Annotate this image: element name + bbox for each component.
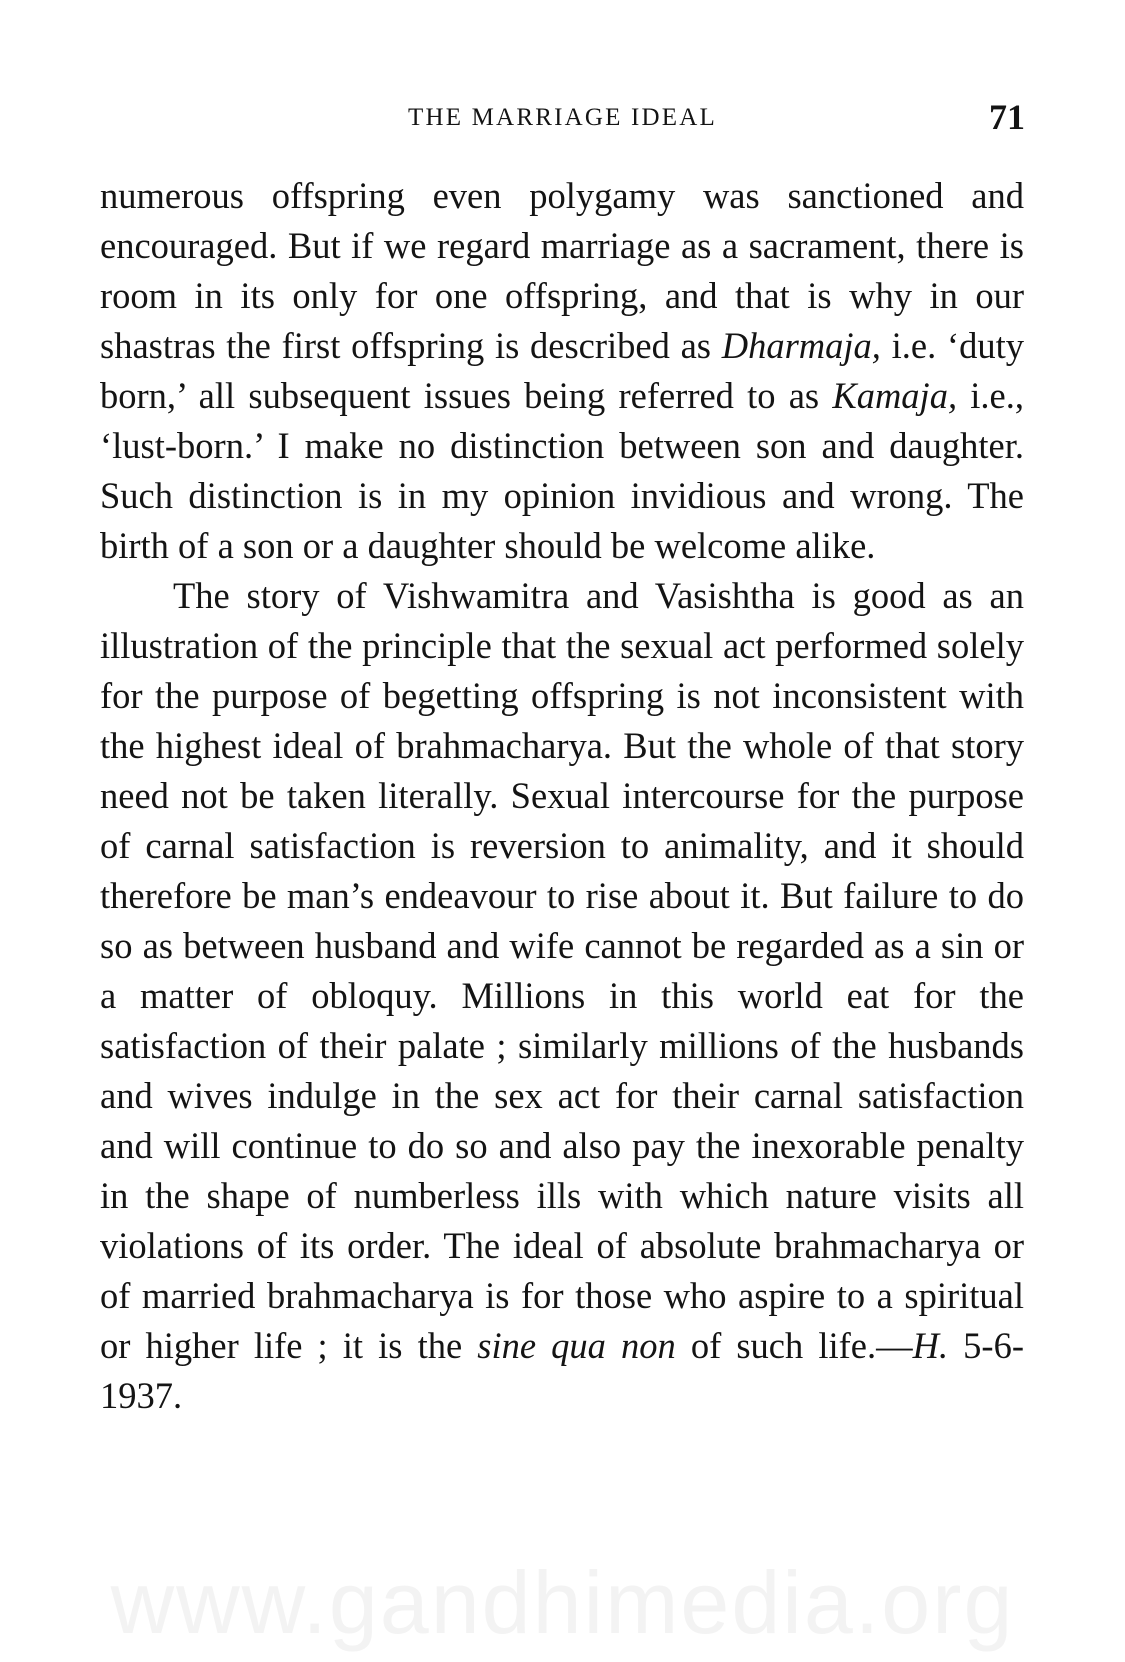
term-sine-qua-non: sine qua non xyxy=(477,1325,676,1366)
page-number: 71 xyxy=(989,97,1025,137)
paragraph-2 xyxy=(100,571,1024,1421)
citation-source: H. xyxy=(912,1325,949,1366)
paragraph-1-text-3: i.e., ‘lust-born.’ I make no distinction between son and daughter. Such distinction is in my opinion invidious and wrong. The birth of a son or a daughter should be welcome alike. xyxy=(100,375,1024,566)
term-dharmaja: Dharmaja, xyxy=(721,325,881,366)
running-header xyxy=(100,96,1025,140)
paragraph-1-text-2: i.e. ‘duty born,’ all subsequent issues being referred to as xyxy=(100,325,1024,416)
paragraph-1-text-1: numerous offspring even polygamy was sanctioned and encouraged. But if we regard marriage as a sacrament, there is room in its only for one offspring, and that is why in our shastras the first offspring is described as xyxy=(100,175,1024,366)
running-title: THE MARRIAGE IDEAL xyxy=(407,104,717,131)
body-text xyxy=(100,171,1024,1421)
paragraph-1 xyxy=(100,171,1024,571)
citation-date: 5-6-1937. xyxy=(100,1325,1024,1416)
paragraph-2-text-2: of such life.— xyxy=(675,1325,913,1366)
watermark: www.gandhimedia.org xyxy=(110,1553,1015,1652)
term-kamaja: Kamaja, xyxy=(832,375,958,416)
paragraph-2-text-1: The story of Vishwamitra and Vasishtha is good as an illustration of the principle that the sexual act performed solely for the purpose of begetting offspring is not inconsistent with the highest ideal of brahmacharya. But the whole of that story need not be taken literally. Sexual intercourse for the purpose of carnal satisfaction is reversion to animality, and it should therefore be man’s endeavour to rise about it. But failure to do so as between husband and wife cannot be regarded as a sin or a matter of obloquy. Millions in this world eat for the satisfaction of their palate ; similarly millions of the husbands and wives indulge in the sex act for their carnal satisfaction and will continue to do so and also pay the inexorable penalty in the shape of numberless ills with which nature visits all violations of its order. The ideal of absolute brahmacharya or of married brahmacharya is for those who aspire to a spiritual or higher life ; it is the xyxy=(100,575,1024,1366)
